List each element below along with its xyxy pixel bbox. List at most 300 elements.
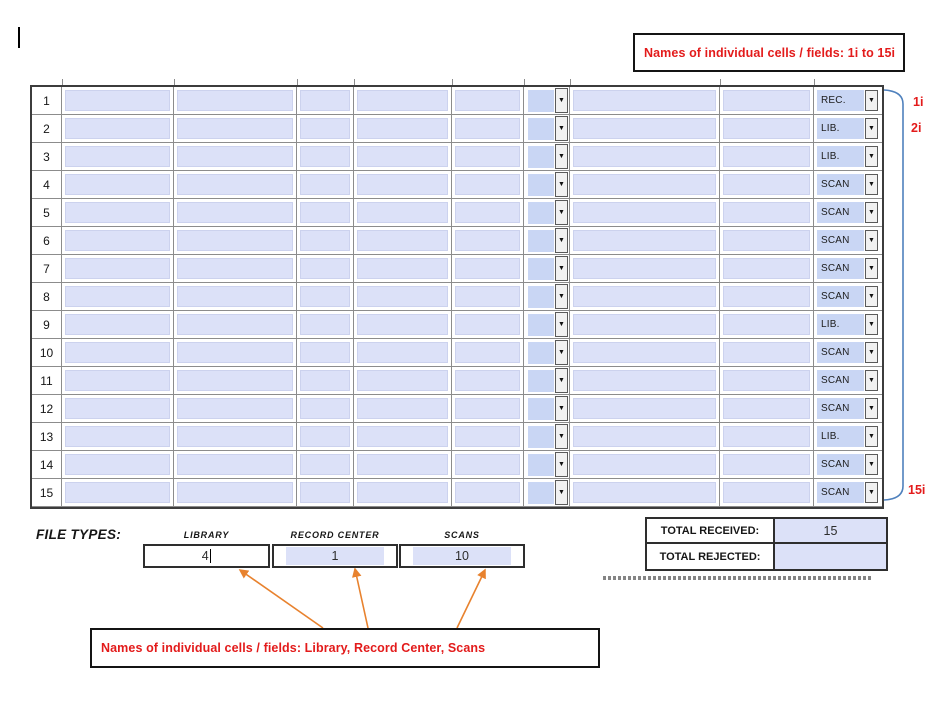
dropdown-arrow-button[interactable]: ▼ — [865, 174, 878, 195]
text-input-field[interactable] — [455, 174, 520, 195]
small-dropdown-field[interactable] — [528, 146, 554, 168]
row-cell — [570, 283, 720, 311]
total-received-label: TOTAL RECEIVED: — [647, 519, 775, 542]
dropdown-arrow-button[interactable]: ▼ — [865, 146, 878, 167]
text-input-field[interactable] — [357, 258, 448, 279]
text-input-field[interactable] — [573, 258, 716, 279]
text-input-field[interactable] — [723, 482, 810, 503]
record-center-value: 1 — [331, 549, 339, 563]
row-cell — [174, 171, 297, 199]
row-cell — [297, 115, 354, 143]
bracket-label-last: 15i — [908, 483, 926, 497]
text-input-field[interactable] — [300, 286, 350, 307]
small-combo-cell — [524, 283, 570, 311]
text-input-field[interactable] — [723, 258, 810, 279]
text-input-field[interactable] — [65, 118, 170, 139]
table-row — [32, 339, 882, 367]
row-cell — [62, 87, 174, 115]
text-input-field[interactable] — [357, 146, 448, 167]
row-cell — [62, 199, 174, 227]
row-cell — [570, 451, 720, 479]
file-type-combo-cell — [814, 479, 882, 507]
text-input-field[interactable] — [573, 174, 716, 195]
text-input-field[interactable] — [723, 146, 810, 167]
row-cell — [62, 311, 174, 339]
small-combo-cell — [524, 367, 570, 395]
text-input-field[interactable] — [300, 482, 350, 503]
text-input-field[interactable] — [177, 230, 293, 251]
text-input-field[interactable] — [573, 90, 716, 111]
row-cell — [452, 479, 524, 507]
file-types-label: FILE TYPES: — [36, 527, 122, 542]
row-cell — [174, 115, 297, 143]
file-type-combo-cell — [814, 143, 882, 171]
text-input-field[interactable] — [357, 286, 448, 307]
dropdown-arrow-button[interactable]: ▼ — [865, 482, 878, 503]
text-input-field[interactable] — [300, 426, 350, 447]
text-input-field[interactable] — [573, 342, 716, 363]
row-cell — [297, 255, 354, 283]
dropdown-arrow-button[interactable]: ▼ — [865, 342, 878, 363]
text-input-field[interactable] — [177, 90, 293, 111]
small-dropdown-field[interactable] — [528, 230, 554, 252]
text-input-field[interactable] — [455, 230, 520, 251]
small-combo-cell — [524, 171, 570, 199]
text-input-field[interactable] — [300, 174, 350, 195]
row-number: 8 — [32, 283, 62, 311]
row-cell — [62, 227, 174, 255]
file-type-dropdown[interactable]: SCAN — [817, 230, 864, 251]
text-input-field[interactable] — [723, 90, 810, 111]
dropdown-arrow-button[interactable]: ▼ — [865, 90, 878, 111]
column-tick — [62, 79, 63, 85]
dropdown-arrow-button[interactable]: ▼ — [865, 426, 878, 447]
bottom-annotation-box — [90, 628, 600, 668]
text-input-field[interactable] — [357, 426, 448, 447]
row-cell — [720, 367, 814, 395]
row-cell — [354, 311, 452, 339]
text-input-field[interactable] — [455, 202, 520, 223]
table-row — [32, 311, 882, 339]
text-input-field[interactable] — [357, 398, 448, 419]
row-number: 10 — [32, 339, 62, 367]
dropdown-arrow-button[interactable]: ▼ — [555, 88, 568, 113]
text-input-field[interactable] — [177, 286, 293, 307]
row-cell — [354, 367, 452, 395]
row-number: 15 — [32, 479, 62, 507]
file-type-dropdown[interactable]: LIB. — [817, 314, 864, 335]
text-input-field[interactable] — [300, 146, 350, 167]
text-input-field[interactable] — [455, 258, 520, 279]
file-type-dropdown[interactable]: SCAN — [817, 370, 864, 391]
row-cell — [570, 171, 720, 199]
small-dropdown-field[interactable] — [528, 426, 554, 448]
text-input-field[interactable] — [177, 174, 293, 195]
text-input-field[interactable] — [300, 314, 350, 335]
small-dropdown-field[interactable] — [528, 258, 554, 280]
text-input-field[interactable] — [300, 118, 350, 139]
row-cell — [354, 171, 452, 199]
text-input-field[interactable] — [723, 342, 810, 363]
text-input-field[interactable] — [300, 398, 350, 419]
dropdown-arrow-button[interactable]: ▼ — [555, 284, 568, 309]
row-cell — [720, 479, 814, 507]
text-input-field[interactable] — [65, 174, 170, 195]
total-rejected-value[interactable] — [775, 544, 886, 569]
text-input-field[interactable] — [300, 90, 350, 111]
row-cell — [174, 227, 297, 255]
text-input-field[interactable] — [573, 202, 716, 223]
row-cell — [720, 143, 814, 171]
text-input-field[interactable] — [177, 258, 293, 279]
total-received-value[interactable]: 15 — [775, 519, 886, 542]
row-cell — [297, 143, 354, 171]
text-input-field[interactable] — [573, 482, 716, 503]
text-input-field[interactable] — [357, 202, 448, 223]
text-input-field[interactable] — [357, 314, 448, 335]
bottom-annotation-text: Names of individual cells / fields: Library, Record Center, Scans — [101, 641, 486, 655]
table-row — [32, 143, 882, 171]
row-cell — [720, 283, 814, 311]
text-input-field[interactable] — [357, 174, 448, 195]
table-row — [32, 395, 882, 423]
file-type-dropdown[interactable]: LIB. — [817, 118, 864, 139]
small-combo-cell — [524, 227, 570, 255]
row-cell — [452, 199, 524, 227]
row-cell — [297, 395, 354, 423]
row-number: 14 — [32, 451, 62, 479]
text-input-field[interactable] — [723, 398, 810, 419]
row-cell — [570, 367, 720, 395]
text-input-field[interactable] — [723, 370, 810, 391]
text-input-field[interactable] — [455, 90, 520, 111]
text-input-field[interactable] — [573, 370, 716, 391]
row-cell — [297, 339, 354, 367]
row-cell — [354, 143, 452, 171]
small-dropdown-field[interactable] — [528, 370, 554, 392]
text-input-field[interactable] — [455, 118, 520, 139]
small-combo-cell — [524, 311, 570, 339]
dropdown-arrow-button[interactable]: ▼ — [555, 312, 568, 337]
row-cell — [174, 479, 297, 507]
text-input-field[interactable] — [65, 398, 170, 419]
row-cell — [62, 451, 174, 479]
small-dropdown-field[interactable] — [528, 342, 554, 364]
row-number: 13 — [32, 423, 62, 451]
text-input-field[interactable] — [177, 426, 293, 447]
rows-bracket — [884, 90, 903, 500]
text-input-field[interactable] — [723, 202, 810, 223]
top-annotation-box — [633, 33, 905, 72]
text-input-field[interactable] — [455, 454, 520, 475]
file-type-combo-cell — [814, 423, 882, 451]
file-type-dropdown[interactable]: SCAN — [817, 202, 864, 223]
row-cell — [720, 115, 814, 143]
text-input-field[interactable] — [300, 370, 350, 391]
text-input-field[interactable] — [357, 342, 448, 363]
column-tick — [814, 79, 815, 85]
row-cell — [452, 255, 524, 283]
small-combo-cell — [524, 199, 570, 227]
text-input-field[interactable] — [455, 482, 520, 503]
row-cell — [354, 227, 452, 255]
text-input-field[interactable] — [573, 146, 716, 167]
small-combo-cell — [524, 395, 570, 423]
row-cell — [354, 199, 452, 227]
dropdown-arrow-button[interactable]: ▼ — [555, 116, 568, 141]
dropdown-arrow-button[interactable]: ▼ — [865, 202, 878, 223]
library-header: LIBRARY — [183, 530, 230, 540]
table-row — [32, 283, 882, 311]
table-row — [32, 115, 882, 143]
text-input-field[interactable] — [177, 342, 293, 363]
row-cell — [570, 395, 720, 423]
bracket-label-second: 2i — [911, 121, 922, 135]
row-cell — [297, 171, 354, 199]
file-type-dropdown[interactable]: LIB. — [817, 146, 864, 167]
text-input-field[interactable] — [723, 454, 810, 475]
text-input-field[interactable] — [723, 174, 810, 195]
small-dropdown-field[interactable] — [528, 454, 554, 476]
dropdown-arrow-button[interactable]: ▼ — [555, 368, 568, 393]
row-cell — [570, 199, 720, 227]
text-input-field[interactable] — [177, 482, 293, 503]
table-row — [32, 199, 882, 227]
text-input-field[interactable] — [65, 370, 170, 391]
row-cell — [62, 395, 174, 423]
row-cell — [570, 339, 720, 367]
dropdown-arrow-button[interactable]: ▼ — [555, 480, 568, 505]
row-cell — [452, 283, 524, 311]
row-cell — [720, 171, 814, 199]
row-cell — [297, 479, 354, 507]
dropdown-arrow-button[interactable]: ▼ — [865, 398, 878, 419]
file-type-combo-cell — [814, 199, 882, 227]
dropdown-arrow-button[interactable]: ▼ — [555, 172, 568, 197]
dropdown-arrow-button[interactable]: ▼ — [865, 286, 878, 307]
row-cell — [62, 339, 174, 367]
record-center-field[interactable] — [272, 544, 398, 568]
text-input-field[interactable] — [300, 454, 350, 475]
row-number: 11 — [32, 367, 62, 395]
text-input-field[interactable] — [357, 230, 448, 251]
file-type-combo-cell — [814, 227, 882, 255]
row-cell — [570, 143, 720, 171]
column-tick — [297, 79, 298, 85]
text-input-field[interactable] — [455, 146, 520, 167]
text-input-field[interactable] — [300, 202, 350, 223]
row-cell — [174, 367, 297, 395]
row-cell — [297, 283, 354, 311]
row-cell — [452, 87, 524, 115]
text-input-field[interactable] — [357, 370, 448, 391]
small-dropdown-field[interactable] — [528, 118, 554, 140]
small-dropdown-field[interactable] — [528, 286, 554, 308]
text-input-field[interactable] — [177, 454, 293, 475]
small-dropdown-field[interactable] — [528, 482, 554, 504]
text-input-field[interactable] — [723, 118, 810, 139]
dropdown-arrow-button[interactable]: ▼ — [555, 396, 568, 421]
file-type-dropdown[interactable]: SCAN — [817, 398, 864, 419]
text-input-field[interactable] — [65, 314, 170, 335]
text-input-field[interactable] — [177, 398, 293, 419]
text-input-field[interactable] — [300, 342, 350, 363]
small-combo-cell — [524, 451, 570, 479]
dropdown-arrow-button[interactable]: ▼ — [865, 230, 878, 251]
row-cell — [452, 171, 524, 199]
text-input-field[interactable] — [723, 314, 810, 335]
table-row — [32, 479, 882, 507]
column-tick — [570, 79, 571, 85]
text-input-field[interactable] — [723, 286, 810, 307]
file-type-dropdown[interactable]: SCAN — [817, 342, 864, 363]
text-input-field[interactable] — [723, 230, 810, 251]
dropdown-arrow-button[interactable]: ▼ — [865, 118, 878, 139]
row-number: 3 — [32, 143, 62, 171]
row-cell — [354, 87, 452, 115]
text-input-field[interactable] — [65, 90, 170, 111]
row-cell — [174, 199, 297, 227]
dropdown-arrow-button[interactable]: ▼ — [865, 370, 878, 391]
total-rejected-label: TOTAL REJECTED: — [647, 544, 775, 569]
file-type-dropdown[interactable]: SCAN — [817, 258, 864, 279]
text-input-field[interactable] — [177, 146, 293, 167]
row-number: 7 — [32, 255, 62, 283]
text-input-field[interactable] — [177, 202, 293, 223]
small-dropdown-field[interactable] — [528, 90, 554, 112]
text-input-field[interactable] — [455, 286, 520, 307]
text-input-field[interactable] — [65, 426, 170, 447]
row-cell — [570, 227, 720, 255]
file-type-dropdown[interactable]: REC. — [817, 90, 864, 111]
text-input-field[interactable] — [357, 454, 448, 475]
file-type-dropdown[interactable]: SCAN — [817, 174, 864, 195]
text-input-field[interactable] — [357, 90, 448, 111]
text-input-field[interactable] — [65, 482, 170, 503]
text-input-field[interactable] — [177, 370, 293, 391]
row-cell — [354, 479, 452, 507]
row-cell — [174, 87, 297, 115]
scans-field[interactable] — [399, 544, 525, 568]
dropdown-arrow-button[interactable]: ▼ — [555, 228, 568, 253]
small-combo-cell — [524, 479, 570, 507]
table-row — [32, 451, 882, 479]
file-type-dropdown[interactable]: SCAN — [817, 482, 864, 503]
file-type-combo-cell — [814, 367, 882, 395]
row-number: 6 — [32, 227, 62, 255]
dropdown-arrow-button[interactable]: ▼ — [555, 340, 568, 365]
row-cell — [62, 479, 174, 507]
text-input-field[interactable] — [573, 118, 716, 139]
row-cell — [452, 311, 524, 339]
small-dropdown-field[interactable] — [528, 314, 554, 336]
table-row — [32, 255, 882, 283]
row-cell — [452, 339, 524, 367]
row-cell — [570, 479, 720, 507]
small-combo-cell — [524, 87, 570, 115]
dropdown-arrow-button[interactable]: ▼ — [865, 314, 878, 335]
row-cell — [62, 283, 174, 311]
text-input-field[interactable] — [357, 482, 448, 503]
text-input-field[interactable] — [65, 202, 170, 223]
text-input-field[interactable] — [65, 230, 170, 251]
text-input-field[interactable] — [455, 426, 520, 447]
row-cell — [720, 423, 814, 451]
file-type-dropdown[interactable]: LIB. — [817, 426, 864, 447]
small-dropdown-field[interactable] — [528, 202, 554, 224]
row-cell — [720, 199, 814, 227]
column-tick — [524, 79, 525, 85]
text-input-field[interactable] — [573, 286, 716, 307]
text-input-field[interactable] — [300, 230, 350, 251]
text-input-field[interactable] — [573, 426, 716, 447]
text-input-field[interactable] — [177, 118, 293, 139]
file-type-combo-cell — [814, 255, 882, 283]
text-input-field[interactable] — [573, 454, 716, 475]
row-cell — [354, 339, 452, 367]
dropdown-arrow-button[interactable]: ▼ — [865, 258, 878, 279]
record-center-header: RECORD CENTER — [290, 530, 380, 540]
text-input-field[interactable] — [573, 314, 716, 335]
row-cell — [297, 451, 354, 479]
text-input-field[interactable] — [65, 146, 170, 167]
text-input-field[interactable] — [455, 370, 520, 391]
dropdown-arrow-button[interactable]: ▼ — [555, 424, 568, 449]
library-field[interactable] — [143, 544, 270, 568]
row-cell — [174, 395, 297, 423]
table-row — [32, 171, 882, 199]
row-number: 9 — [32, 311, 62, 339]
file-type-dropdown[interactable]: SCAN — [817, 454, 864, 475]
text-input-field[interactable] — [573, 230, 716, 251]
text-input-field[interactable] — [65, 454, 170, 475]
text-input-field[interactable] — [300, 258, 350, 279]
row-cell — [570, 311, 720, 339]
row-cell — [452, 115, 524, 143]
row-cell — [62, 367, 174, 395]
items-table — [30, 85, 884, 509]
dropdown-arrow-button[interactable]: ▼ — [555, 144, 568, 169]
row-cell — [62, 171, 174, 199]
dropdown-arrow-button[interactable]: ▼ — [555, 256, 568, 281]
text-input-field[interactable] — [65, 258, 170, 279]
row-cell — [720, 451, 814, 479]
dropdown-arrow-button[interactable]: ▼ — [555, 200, 568, 225]
text-input-field[interactable] — [573, 398, 716, 419]
text-input-field[interactable] — [455, 342, 520, 363]
row-cell — [297, 199, 354, 227]
column-tick — [452, 79, 453, 85]
text-input-field[interactable] — [65, 342, 170, 363]
small-dropdown-field[interactable] — [528, 398, 554, 420]
row-cell — [570, 87, 720, 115]
text-input-field[interactable] — [65, 286, 170, 307]
dropdown-arrow-button[interactable]: ▼ — [865, 454, 878, 475]
text-input-field[interactable] — [723, 426, 810, 447]
small-dropdown-field[interactable] — [528, 174, 554, 196]
text-input-field[interactable] — [357, 118, 448, 139]
text-input-field[interactable] — [455, 314, 520, 335]
dropdown-arrow-button[interactable]: ▼ — [555, 452, 568, 477]
fine-print-illegible — [603, 576, 871, 580]
text-input-field[interactable] — [177, 314, 293, 335]
file-type-dropdown[interactable]: SCAN — [817, 286, 864, 307]
top-annotation-text: Names of individual cells / fields: 1i to 15i — [644, 45, 896, 60]
text-input-field[interactable] — [455, 398, 520, 419]
row-cell — [452, 451, 524, 479]
row-cell — [720, 255, 814, 283]
annotation-arrow — [457, 570, 485, 628]
